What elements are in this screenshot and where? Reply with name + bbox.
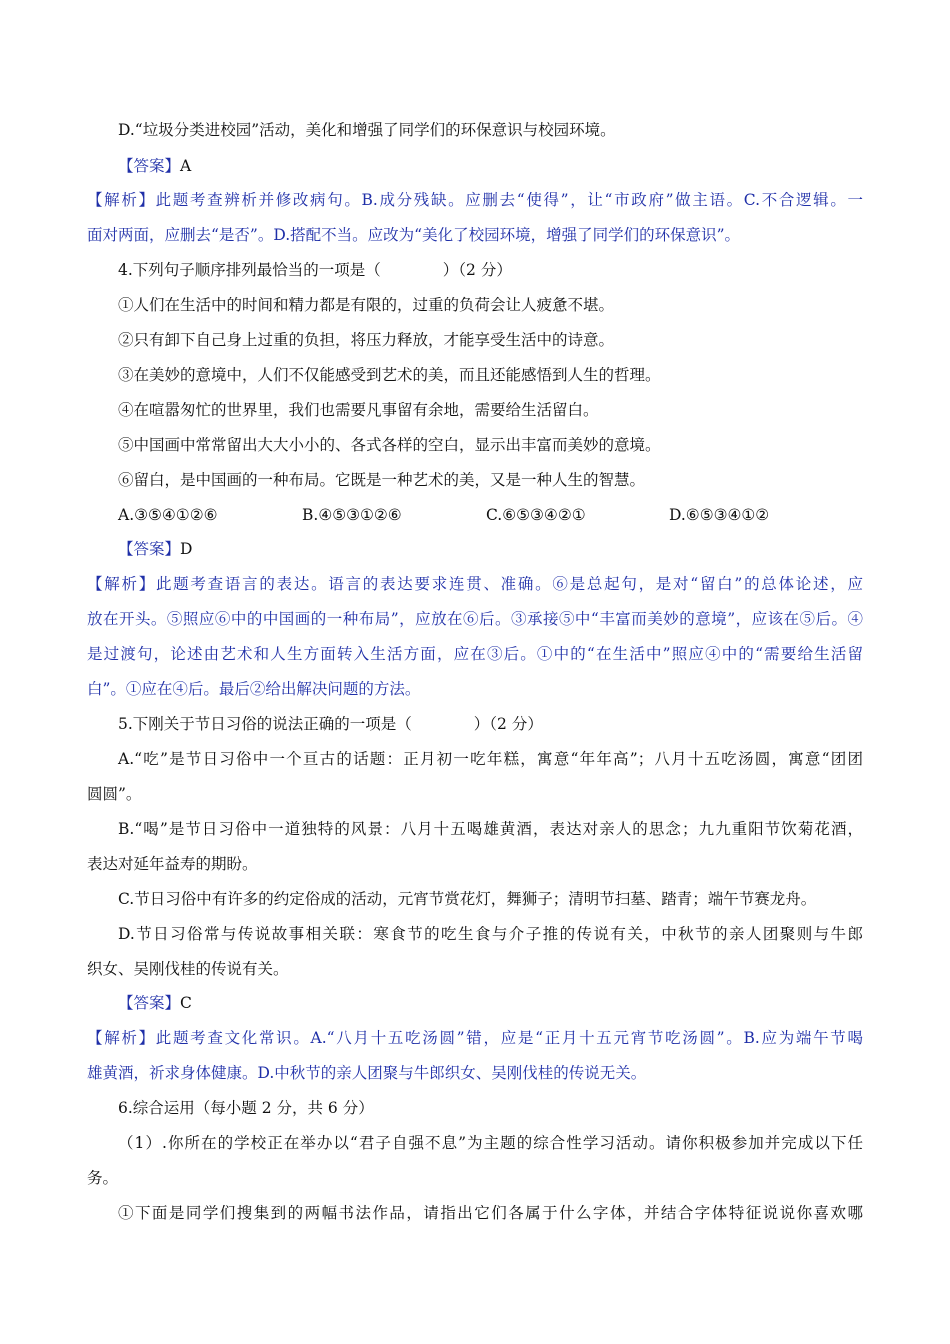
q3-analysis-line: 面对两面，应删去“是否”。D.搭配不当。应改为“美化了校园环境，增强了同学们的环保意识”。 (87, 226, 741, 244)
q6-line: （1）.你所在的学校正在举办以“君子自强不息”为主题的综合性学习活动。请你积极参加并完成以下任 (118, 1134, 863, 1152)
answer-value: D (180, 540, 193, 558)
answer-value: A (180, 157, 192, 175)
q5-option-line: 表达对延年益寿的期盼。 (87, 855, 258, 873)
q5-option-line: 圆圆”。 (87, 785, 142, 803)
q4-answer (118, 539, 192, 559)
q5-option-line: 织女、吴刚伐桂的传说有关。 (87, 960, 289, 978)
q4-analysis-line: 白”。①应在④后。最后②给出解决问题的方法。 (87, 680, 421, 698)
q4-analysis-line: 【解析】此题考查语言的表达。语言的表达要求连贯、准确。⑥是总起句，是对“留白”的总体论述，应 (87, 575, 863, 593)
q4-option-c: C.⑥⑤③④②① (486, 506, 586, 524)
q5-option-line: A.“吃”是节日习俗中一个亘古的话题：正月初一吃年糕，寓意“年年高”；八月十五吃汤圆，寓意“团团 (118, 750, 863, 768)
q6-line: 务。 (87, 1169, 119, 1187)
q5-stem: 5.下刚关于节日习俗的说法正确的一项是（ ）（2 分） (118, 715, 543, 733)
q3-option-d: D.“垃圾分类进校园”活动，美化和增强了同学们的环保意识与校园环境。 (118, 121, 616, 139)
q5-option-line: D.节日习俗常与传说故事相关联：寒食节的吃生食与介子推的传说有关，中秋节的亲人团聚则与牛郎 (118, 925, 863, 943)
q5-analysis-line: 【解析】此题考查文化常识。A.“八月十五吃汤圆”错，应是“正月十五元宵节吃汤圆”。B.应为端午节喝 (87, 1029, 863, 1047)
q3-analysis-line: 【解析】此题考查辨析并修改病句。B.成分残缺。应删去“使得”，让“市政府”做主语。C.不合逻辑。一 (87, 191, 863, 209)
answer-tag: 【答案】 (118, 157, 181, 175)
answer-tag: 【答案】 (118, 540, 181, 558)
q4-option-a: A.③⑤④①②⑥ (118, 506, 218, 524)
q4-sentence: ①人们在生活中的时间和精力都是有限的，过重的负荷会让人疲惫不堪。 (118, 296, 615, 314)
q4-option-b: B.④⑤③①②⑥ (302, 506, 402, 524)
q5-answer (118, 993, 192, 1013)
q6-line: ①下面是同学们搜集到的两幅书法作品，请指出它们各属于什么字体，并结合字体特征说说你喜欢哪 (118, 1204, 863, 1222)
q4-analysis-line: 放在开头。⑤照应⑥中的中国画的一种布局”，应放在⑥后。③承接⑤中“丰富而美妙的意境”，应该在⑤后。④ (87, 610, 863, 628)
q4-sentence: ⑥留白，是中国画的一种布局。它既是一种艺术的美，又是一种人生的智慧。 (118, 471, 646, 489)
q4-sentence: ④在喧嚣匆忙的世界里，我们也需要凡事留有余地，需要给生活留白。 (118, 401, 599, 419)
answer-tag: 【答案】 (118, 994, 181, 1012)
q4-analysis-line: 是过渡句，论述由艺术和人生方面转入生活方面，应在③后。①中的“在生活中”照应④中的“需要给生活留 (87, 645, 863, 663)
q4-sentence: ②只有卸下自己身上过重的负担，将压力释放，才能享受生活中的诗意。 (118, 331, 615, 349)
q4-option-d: D.⑥⑤③④①② (669, 506, 770, 524)
q3-answer (118, 156, 191, 176)
q6-stem: 6.综合运用（每小题 2 分，共 6 分） (118, 1099, 374, 1117)
q4-sentence: ③在美妙的意境中，人们不仅能感受到艺术的美，而且还能感悟到人生的哲理。 (118, 366, 661, 384)
q5-option-line: B.“喝”是节日习俗中一道独特的风景：八月十五喝雄黄酒，表达对亲人的思念；九九重阳节饮菊花酒， (118, 820, 863, 838)
q5-analysis-line: 雄黄酒，祈求身体健康。D.中秋节的亲人团聚与牛郎织女、吴刚伐桂的传说无关。 (87, 1064, 647, 1082)
q4-stem: 4.下列句子顺序排列最恰当的一项是（ ）（2 分） (118, 261, 512, 279)
answer-value: C (180, 994, 192, 1012)
q5-option-line: C.节日习俗中有许多的约定俗成的活动，元宵节赏花灯，舞狮子；清明节扫墓、踏青；端午节赛龙舟。 (118, 890, 817, 908)
q4-sentence: ⑤中国画中常常留出大大小小的、各式各样的空白，显示出丰富而美妙的意境。 (118, 436, 661, 454)
